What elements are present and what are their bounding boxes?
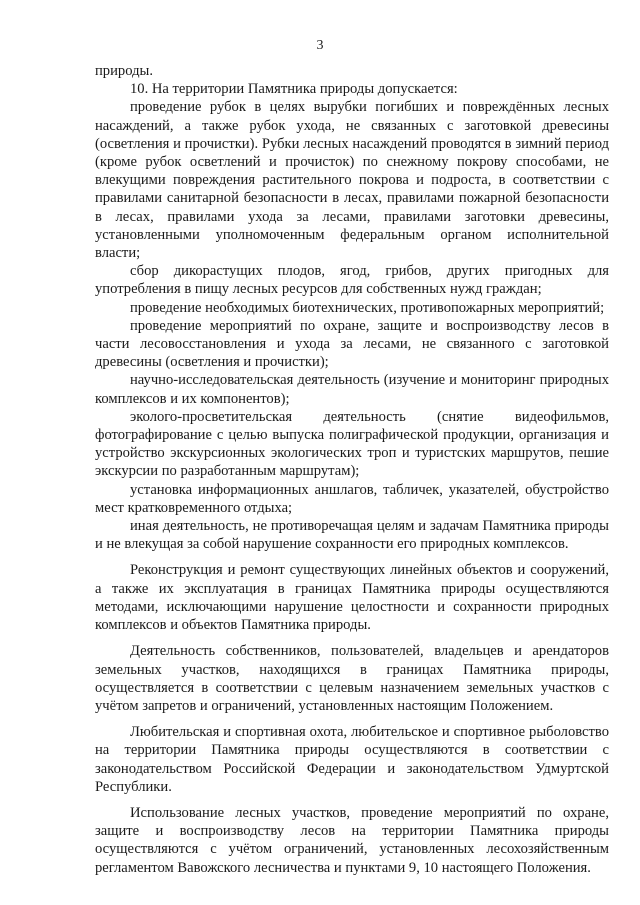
paragraph-hunting-fishing: Любительская и спортивная охота, любительское и спортивное рыболовство на территории Памятника природы осуществляются в соответствии с законодательством Российской Федерации и законодательством Удмуртской Республики. [95,724,609,795]
document-body [95,62,609,877]
paragraph-signage: установка информационных аншлагов, табличек, указателей, обустройство мест кратковременного отдыха; [95,481,609,516]
section-10-heading: 10. На территории Памятника природы допускается: [130,81,458,98]
paragraph-continuation: природы. [95,63,153,79]
paragraph-biotechnical: проведение необходимых биотехнических, противопожарных мероприятий; [130,299,605,316]
paragraph-forest-use: Использование лесных участков, проведение мероприятий по охране, защите и воспроизводству лесов на территории Памятника природы осуществляются с учётом ограничений, установленных лесохозяйственным регламентом Вавожского лесничества и пунктами 9, 10 настоящего Положения. [95,804,609,876]
paragraph-foraging: сбор дикорастущих плодов, ягод, грибов, других пригодных для употребления в пищу лесных ресурсов для собственных нужд граждан; [95,263,609,298]
paragraph-forest-protection: проведение мероприятий по охране, защите и воспроизводству лесов в части лесовосстановления и ухода за лесами, не связанного с заготовкой древесины (осветления и прочистки); [95,317,609,371]
paragraph-ecological-education: эколого-просветительская деятельность (снятие видеофильмов, фотографирование с целью выпуска полиграфической продукции, организация и устройство экскурсионных экологических троп и туристских маршрутов, пешие экскурсии по разработанным маршрутам); [95,408,609,480]
paragraph-other-activity: иная деятельность, не противоречащая целям и задачам Памятника природы и не влекущая за собой нарушение сохранности его природных комплексов. [95,518,609,553]
paragraph-logging: проведение рубок в целях вырубки погибших и повреждённых лесных насаждений, а также рубок ухода, не связанных с заготовкой древесины (осветления и прочистки). Рубки лесных насаждений проводятся в зимний период (кроме рубок осветлений и прочисток) по снежному покрову способами, не влекущими повреждения растительного покрова и подроста, в соответствии с правилами санитарной безопасности в лесах, правилами пожарной безопасности в лесах, правилами ухода за лесами, правилами заготовки древесины, установленными уполномоченным федеральным органом исполнительной власти; [95,99,609,262]
page-number: 3 [316,38,324,53]
paragraph-research: научно-исследовательская деятельность (изучение и мониторинг природных комплексов и их компонентов); [95,372,609,407]
paragraph-reconstruction: Реконструкция и ремонт существующих линейных объектов и сооружений, а также их эксплуатация в границах Памятника природы осуществляются методами, исключающими нарушение целостности и сохранности природных комплексов и объектов Памятника природы. [95,562,609,634]
paragraph-land-owners: Деятельность собственников, пользователей, владельцев и арендаторов земельных участков, находящихся в границах Памятника природы, осуществляется в соответствии с целевым назначением земельных участков с учётом запретов и ограничений, установленных настоящим Положением. [95,643,609,714]
